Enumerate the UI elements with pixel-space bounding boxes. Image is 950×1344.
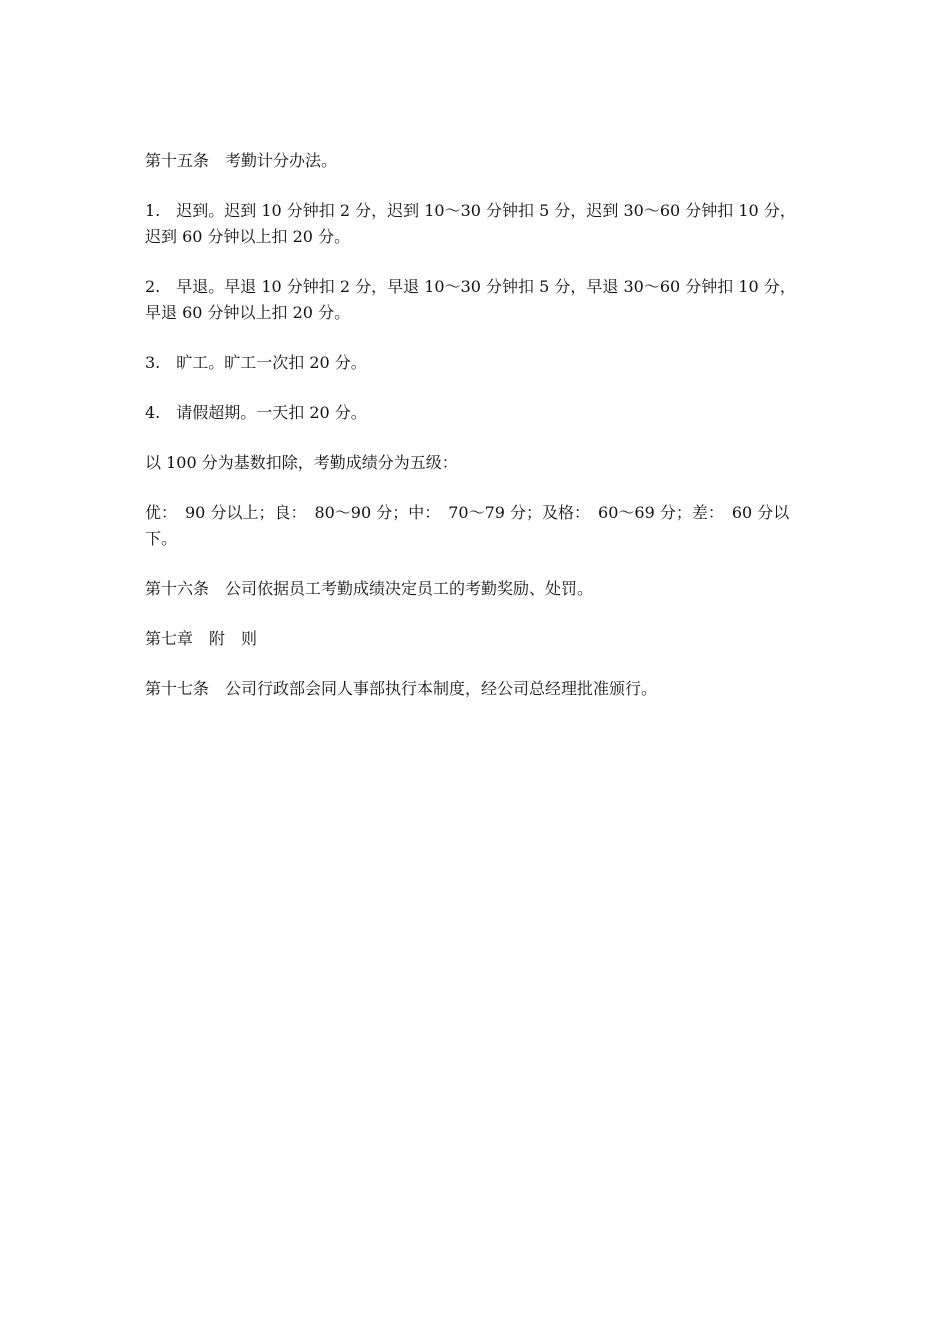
scoring-basis: 以 100 分为基数扣除，考勤成绩分为五级： [145,453,458,472]
document-body [145,148,810,726]
grade-levels: 优： 90 分以上；良： 80～90 分；中： 70～79 分；及格： 60～69 分；差： 60 分以下。 [145,503,790,548]
article-16: 第十六条 公司依据员工考勤成绩决定员工的考勤奖励、处罚。 [145,579,594,598]
article-15-heading: 第十五条 考勤计分办法。 [145,151,338,170]
rule-early-leave: 2. 早退。早退 10 分钟扣 2 分，早退 10～30 分钟扣 5 分，早退 30～60 分钟扣 10 分，早退 60 分钟以上扣 20 分。 [145,277,796,322]
rule-late-arrival: 1. 迟到。迟到 10 分钟扣 2 分，迟到 10～30 分钟扣 5 分，迟到 30～60 分钟扣 10 分，迟到 60 分钟以上扣 20 分。 [145,201,796,246]
rule-absenteeism: 3. 旷工。旷工一次扣 20 分。 [145,353,367,372]
chapter-7-heading: 第七章 附 则 [145,629,258,648]
rule-leave-overdue: 4. 请假超期。一天扣 20 分。 [145,403,367,422]
article-17: 第十七条 公司行政部会同人事部执行本制度，经公司总经理批准颁行。 [145,679,658,698]
